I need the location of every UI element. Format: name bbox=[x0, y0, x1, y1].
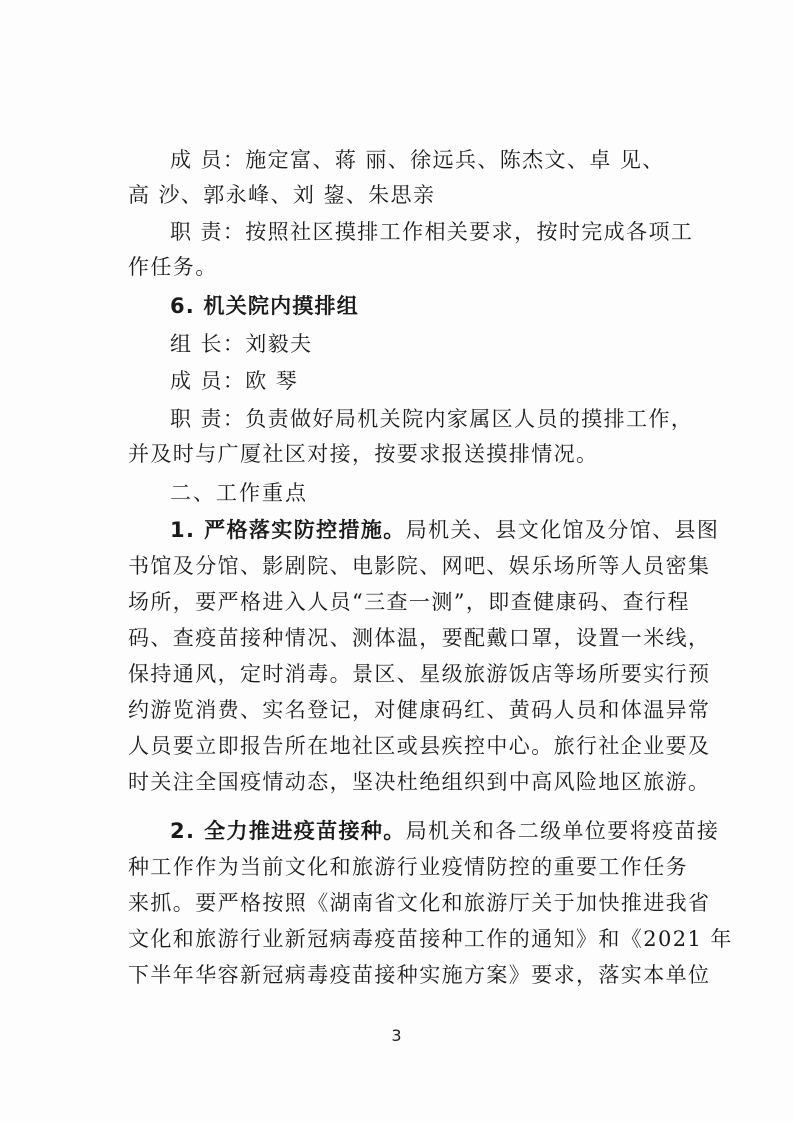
group6-duty-text-2: 并及时与广厦社区对接，按要求报送摸排情况。 bbox=[128, 442, 599, 466]
section2-title: 二、工作重点 bbox=[170, 481, 308, 505]
item1-line-6: 人员要立即报告所在地社区或县疾控中心。旅行社企业要及 bbox=[128, 734, 711, 758]
item1-line-4: 保持通风，定时消毒。景区、星级旅游饭店等场所要实行预 bbox=[128, 662, 711, 686]
item2-line-4: 下半年华容新冠病毒疫苗接种实施方案》要求，落实本单位 bbox=[128, 963, 711, 987]
item1-line-5: 约游览消费、实名登记，对健康码红、黄码人员和体温异常 bbox=[128, 698, 711, 722]
group6-duty-label: 职 责： bbox=[170, 407, 246, 431]
members-duty-label: 职 责： bbox=[170, 220, 246, 244]
item1-line-3: 码、查疫苗接种情况、测体温，要配戴口罩，设置一米线， bbox=[128, 626, 711, 650]
item2-heading: 2. 全力推进疫苗接种。 bbox=[170, 819, 406, 843]
members-duty-line-2 bbox=[128, 253, 218, 281]
group6-leader-label: 组 长： bbox=[170, 332, 246, 356]
group6-member-name: 欧 琴 bbox=[245, 369, 299, 393]
item2-line-1: 种工作作为当前文化和旅游行业疫情防控的重要工作任务 bbox=[128, 855, 688, 879]
group6-title: 6. 机关院内摸排组 bbox=[170, 294, 359, 318]
item1-line-7: 时关注全国疫情动态，坚决杜绝组织到中高风险地区旅游。 bbox=[128, 770, 711, 794]
item1-text-0: 局机关、县文化馆及分馆、县图 bbox=[405, 518, 720, 542]
group6-member-label: 成 员： bbox=[170, 369, 246, 393]
item1-heading: 1. 严格落实防控措施。 bbox=[170, 518, 406, 542]
group6-duty-line-2 bbox=[128, 440, 598, 468]
members-duty-text-1: 按照社区摸排工作相关要求，按时完成各项工 bbox=[245, 220, 694, 244]
group6-duty-line-1 bbox=[170, 405, 693, 433]
group6-leader-name: 刘毅夫 bbox=[245, 332, 313, 356]
item1-line-2: 场所，要严格进入人员“三查一测”，即查健康码、查行程 bbox=[128, 590, 690, 614]
page-number: 3 bbox=[391, 1026, 402, 1045]
members-duty-text-2: 作任务。 bbox=[128, 255, 218, 279]
item2-line-3: 文化和旅游行业新冠病毒疫苗接种工作的通知》和《2021 年 bbox=[128, 927, 733, 951]
item2-text-0: 局机关和各二级单位要将疫苗接 bbox=[405, 819, 720, 843]
group6-leader-line bbox=[170, 330, 312, 358]
group6-duty-text-1: 负责做好局机关院内家属区人员的摸排工作， bbox=[245, 407, 694, 431]
members-names-2: 高 沙、郭永峰、刘 鋆、朱思亲 bbox=[128, 183, 436, 207]
members-label: 成 员： bbox=[170, 148, 246, 172]
group6-member-line bbox=[170, 367, 298, 395]
item2-line-0 bbox=[170, 817, 719, 845]
members-line-2 bbox=[128, 181, 435, 209]
members-line-1 bbox=[170, 146, 665, 174]
item1-line-0 bbox=[170, 516, 719, 544]
members-duty-line-1 bbox=[170, 218, 693, 246]
item1-line-1: 书馆及分馆、影剧院、电影院、网吧、娱乐场所等人员密集 bbox=[128, 554, 711, 578]
members-names-1: 施定富、蒋 丽、徐远兵、陈杰文、卓 见、 bbox=[245, 148, 665, 172]
item2-line-2: 来抓。要严格按照《湖南省文化和旅游厅关于加快推进我省 bbox=[128, 891, 711, 915]
